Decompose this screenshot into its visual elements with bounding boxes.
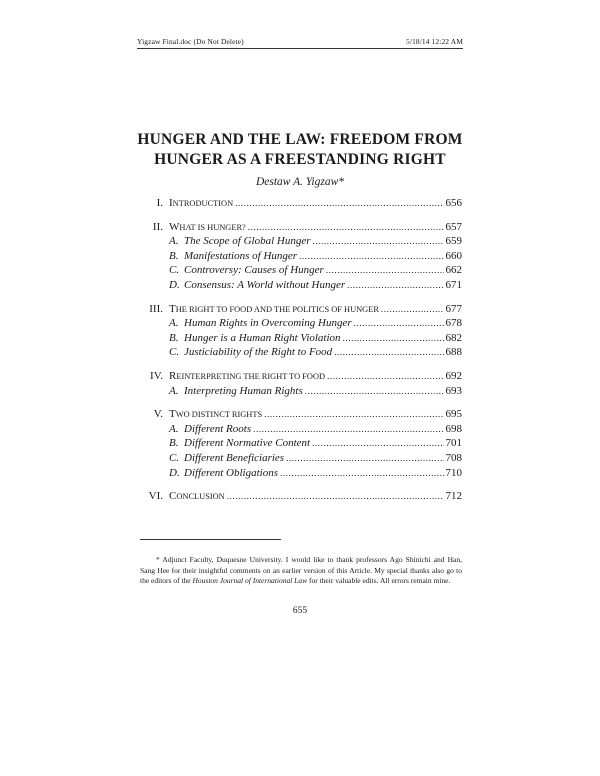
footnote — [140, 555, 462, 587]
toc-page-number: 659 — [445, 235, 462, 248]
toc-subsection-letter: A. — [169, 235, 179, 248]
toc-page-number: 677 — [445, 302, 462, 315]
toc-leader-dots — [227, 491, 444, 501]
toc-leader-dots — [299, 251, 443, 261]
toc-subentry[interactable] — [140, 346, 462, 361]
toc-page-number: 660 — [445, 249, 462, 262]
toc-title-initial: R — [169, 369, 177, 382]
toc-subsection-title: Human Rights in Overcoming Hunger — [184, 317, 352, 330]
toc-section — [140, 221, 462, 294]
toc-subentry[interactable] — [140, 467, 462, 482]
toc-subsection-title: Controversy: Causes of Hunger — [184, 264, 324, 277]
toc-subsection-letter: C. — [169, 264, 180, 277]
toc-subsection-title: Different Normative Content — [184, 437, 311, 450]
toc-section-title — [169, 490, 225, 502]
toc-title-rest: EINTERPRETING THE RIGHT TO FOOD — [176, 371, 326, 381]
footnote-text: Adjunct Faculty, Duquesne University. I would like to thank professors Ago Shinichi and Han, Sang Hee for their insightful comments on an earlier version of this Article. My special thanks also go to the editors of the — [140, 555, 462, 585]
toc-subsection-title: Different Roots — [184, 422, 252, 435]
toc-page-number: 701 — [445, 437, 462, 450]
toc-section-title — [169, 197, 233, 209]
toc-subsection-letter: B. — [169, 331, 179, 344]
footnote-text-end: for their valuable edits. All errors remain mine. — [307, 576, 451, 585]
toc-page-number: 712 — [445, 490, 462, 503]
toc-entry[interactable] — [140, 303, 462, 318]
toc-entry[interactable] — [140, 197, 462, 212]
toc-title-rest: WO DISTINCT RIGHTS — [175, 410, 263, 420]
title-line: HUNGER AS A FREESTANDING RIGHT — [154, 151, 446, 168]
toc-subsection-letter: B. — [169, 249, 179, 262]
toc-leader-dots — [286, 453, 443, 463]
footnote-marker: * — [156, 555, 160, 564]
toc-subsection-letter: A. — [169, 384, 179, 397]
toc-subsection-letter: D. — [169, 278, 180, 291]
toc-page-number: 662 — [445, 264, 462, 277]
page-number: 655 — [292, 606, 308, 616]
toc-leader-dots — [327, 371, 443, 381]
toc-page-number: 671 — [445, 278, 462, 291]
toc-leader-dots — [235, 198, 443, 208]
toc-section — [140, 197, 462, 212]
toc-subsection-letter: A. — [169, 422, 179, 435]
toc-subsection-letter: C. — [169, 451, 180, 464]
toc-page-number: 710 — [445, 466, 462, 479]
toc-title-rest: NTRODUCTION — [172, 199, 234, 208]
toc-page-number: 698 — [445, 422, 462, 435]
toc-leader-dots — [334, 347, 443, 357]
toc-section-number: I. — [156, 197, 163, 209]
toc-title-rest: HAT IS HUNGER? — [179, 222, 246, 232]
toc-page-number: 695 — [445, 408, 462, 421]
toc-subentry[interactable] — [140, 437, 462, 452]
toc-page-number: 682 — [445, 331, 462, 344]
toc-subentry[interactable] — [140, 279, 462, 294]
toc-section-number: III. — [149, 302, 163, 315]
toc-leader-dots — [305, 386, 444, 396]
toc-title-initial: I — [169, 197, 173, 209]
toc-leader-dots — [381, 304, 444, 314]
toc-subsection-title: Different Beneficiaries — [184, 451, 285, 464]
toc-section — [140, 303, 462, 361]
toc-subsection-title: The Scope of Global Hunger — [184, 235, 311, 248]
toc-leader-dots — [343, 333, 444, 343]
toc-title-initial: T — [169, 302, 176, 315]
toc-section-title — [169, 408, 262, 420]
toc-title-rest: ONCLUSION — [176, 492, 225, 502]
toc-page-number: 678 — [445, 317, 462, 330]
toc-section-title — [169, 370, 325, 382]
toc-page-number: 656 — [445, 197, 462, 209]
toc-subsection-letter: A. — [169, 317, 179, 330]
toc-title-initial: C — [169, 490, 177, 503]
toc-section-title — [169, 221, 246, 233]
article-title — [100, 130, 500, 170]
toc-subsection-title: Hunger is a Human Right Violation — [184, 331, 341, 344]
toc-title-initial: T — [169, 408, 176, 421]
toc-subsection-letter: B. — [169, 437, 179, 450]
header-timestamp: 5/18/14 12:22 AM — [405, 37, 463, 46]
toc-title-initial: W — [169, 220, 180, 233]
footnote-separator — [140, 539, 281, 540]
title-line: HUNGER AND THE LAW: FREEDOM FROM — [137, 131, 463, 148]
table-of-contents — [140, 197, 462, 505]
toc-section — [140, 490, 462, 505]
toc-page-number: 708 — [445, 451, 462, 464]
toc-subsection-title: Different Obligations — [184, 466, 279, 479]
running-header — [137, 37, 463, 49]
toc-subentry[interactable] — [140, 317, 462, 332]
toc-subsection-title: Interpreting Human Rights — [184, 384, 303, 397]
toc-leader-dots — [280, 468, 443, 478]
toc-section-title — [169, 303, 379, 315]
toc-page-number: 693 — [445, 384, 462, 397]
toc-subentry[interactable] — [140, 332, 462, 347]
toc-leader-dots — [253, 424, 443, 434]
toc-entry[interactable] — [140, 221, 462, 236]
toc-subentry[interactable] — [140, 264, 462, 279]
toc-entry[interactable] — [140, 370, 462, 385]
footnote-journal: Houston Journal of International Law — [192, 576, 308, 585]
toc-page-number: 657 — [445, 220, 462, 233]
toc-leader-dots — [326, 265, 444, 275]
toc-subentry[interactable] — [140, 423, 462, 438]
toc-title-rest: HE RIGHT TO FOOD AND THE POLITICS OF HUNGER — [175, 304, 379, 314]
header-filename: Yigzaw Final.doc (Do Not Delete) — [137, 37, 244, 46]
toc-subentry[interactable] — [140, 250, 462, 265]
toc-page-number: 688 — [445, 346, 462, 359]
toc-subsection-title: Justiciability of the Right to Food — [184, 346, 333, 359]
toc-section-number: V. — [153, 408, 163, 421]
toc-leader-dots — [248, 222, 444, 232]
toc-section-number: II. — [152, 220, 163, 233]
toc-section-number: IV. — [150, 369, 163, 382]
toc-subsection-letter: C. — [169, 346, 180, 359]
toc-subsection-title: Consensus: A World without Hunger — [184, 278, 346, 291]
toc-leader-dots — [312, 438, 443, 448]
toc-subentry[interactable] — [140, 452, 462, 467]
toc-leader-dots — [312, 236, 443, 246]
toc-leader-dots — [354, 318, 444, 328]
toc-entry[interactable] — [140, 408, 462, 423]
toc-entry[interactable] — [140, 490, 462, 505]
toc-section — [140, 370, 462, 399]
toc-subentry[interactable] — [140, 235, 462, 250]
toc-subsection-letter: D. — [169, 466, 180, 479]
toc-page-number: 692 — [445, 369, 462, 382]
toc-leader-dots — [264, 409, 443, 419]
toc-leader-dots — [347, 280, 443, 290]
author-name: Destaw A. Yigzaw* — [255, 176, 345, 188]
toc-subsection-title: Manifestations of Hunger — [184, 249, 298, 262]
toc-subentry[interactable] — [140, 385, 462, 400]
toc-section-number: VI. — [148, 490, 163, 503]
toc-section — [140, 408, 462, 481]
